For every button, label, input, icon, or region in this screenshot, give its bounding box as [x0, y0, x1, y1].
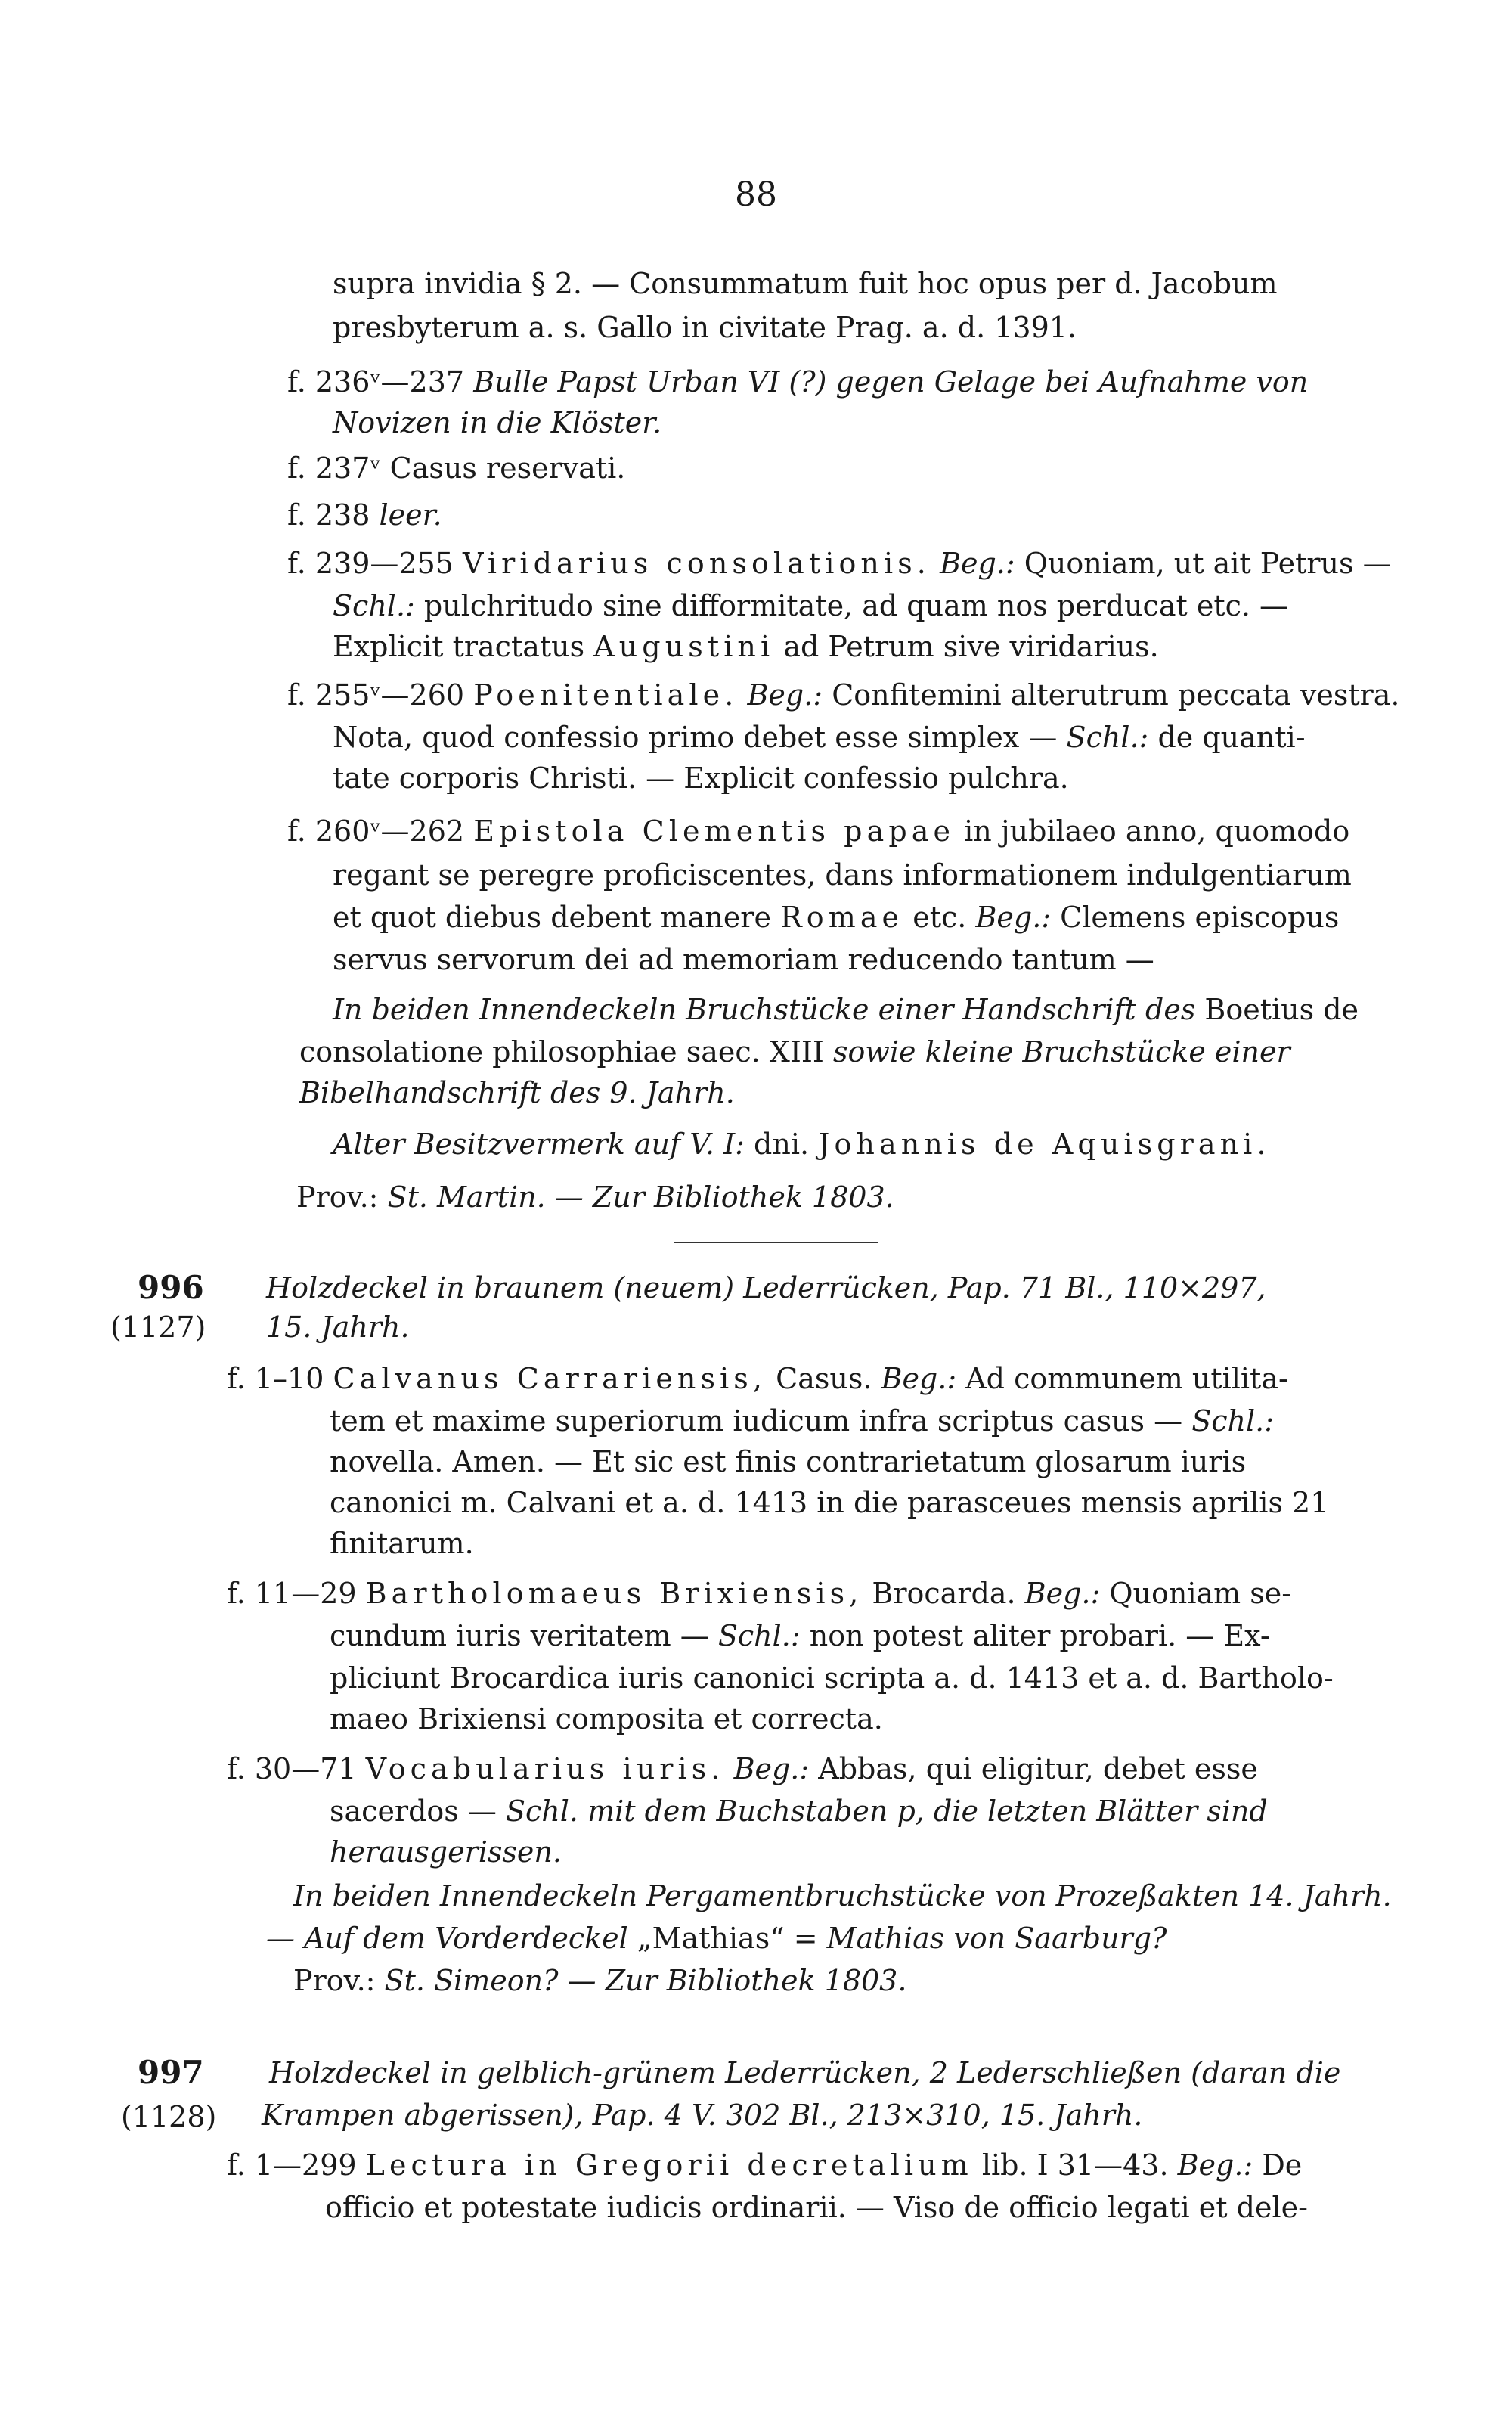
note-text: Bibelhandschrift des 9. Jahrh.	[299, 1076, 735, 1109]
work-title: Lectura in Gregorii decretalium	[365, 2148, 973, 2182]
text-line	[333, 266, 1383, 301]
note-text: In beiden Innendeckeln Pergamentbruchstücke von Prozeßakten 14. Jahrh.	[293, 1879, 1392, 1912]
text-line	[333, 900, 1383, 935]
line-text: presbyterum a. s. Gallo in civitate Prag. a. d. 1391.	[333, 311, 1077, 344]
schl-label: Schl.:	[1066, 721, 1149, 754]
folio-entry	[227, 1361, 1383, 1396]
text-line	[330, 1485, 1380, 1520]
text-line	[333, 761, 1383, 796]
folio-entry	[227, 1576, 1383, 1611]
note-line	[299, 1075, 1350, 1110]
text-line	[333, 405, 1383, 440]
schl-label: Schl.:	[1191, 1404, 1275, 1438]
folio-range: f. 1–10	[227, 1362, 324, 1395]
text-line	[333, 942, 1383, 977]
folio-entry	[227, 1751, 1383, 1786]
line-text: Holzdeckel in braunem (neuem) Lederrücken, Pap. 71 Bl., 110×297,	[266, 1271, 1266, 1304]
prov-label: Prov.:	[296, 1180, 379, 1214]
line-text: dni.	[754, 1128, 810, 1161]
line-text: lib. I 31—43.	[981, 2148, 1169, 2182]
text-line	[330, 1835, 1380, 1869]
text-line	[330, 1618, 1380, 1653]
line-text: tate corporis Christi. — Explicit confessio pulchra.	[333, 762, 1069, 795]
folio-entry	[287, 678, 1400, 712]
folio-entry	[287, 814, 1383, 848]
folio-range: f. 238	[287, 498, 370, 532]
note-text: Alter Besitzvermerk auf V. I:	[333, 1128, 745, 1161]
incipit: Confitemini alterutrum peccata vestra.	[832, 678, 1400, 712]
line-text: herausgerissen.	[330, 1835, 562, 1869]
line-text: in jubilaeo anno, quomodo	[964, 814, 1350, 848]
place-name: Romae	[780, 901, 904, 934]
line-text: pliciunt Brocardica iuris canonici scripta a. d. 1413 et a. d. Bartholo-	[330, 1661, 1334, 1695]
author-name: Bartholomaeus Brixiensis,	[365, 1577, 863, 1610]
beg-label: Beg.:	[1177, 2148, 1253, 2182]
line-text: consolatione philosophiae saec. XIII	[299, 1035, 824, 1069]
line-text: canonici m. Calvani et a. d. 1413 in die parasceues mensis aprilis 21	[330, 1486, 1329, 1519]
old-signature: (1128)	[121, 2100, 217, 2133]
section-divider	[674, 1242, 878, 1243]
folio-entry	[287, 451, 1383, 485]
line-text: tem et maxime superiorum iudicum infra scriptus casus —	[330, 1404, 1183, 1438]
line-text: Novizen in die Klöster.	[333, 406, 662, 439]
incipit: Quoniam se-	[1109, 1577, 1292, 1610]
manuscript-description	[266, 1270, 1385, 1305]
folio-entry	[287, 498, 1383, 532]
text-line	[330, 1702, 1380, 1736]
line-text: 15. Jahrh.	[266, 1311, 410, 1344]
entry-number: 997	[138, 2054, 204, 2091]
folio-range: f. 11—29	[227, 1577, 357, 1610]
beg-label: Beg.:	[733, 1752, 810, 1785]
incipit: Clemens episcopus	[1060, 901, 1340, 934]
provenance: St. Martin. — Zur Bibliothek 1803.	[387, 1180, 894, 1214]
schl-label: Schl.:	[333, 589, 415, 622]
work-title: Viridarius consolationis.	[463, 547, 931, 580]
line-text: Krampen abgerissen), Pap. 4 V. 302 Bl., 213×310, 15. Jahrh.	[262, 2099, 1143, 2132]
text-line	[333, 629, 1383, 664]
provenance: St. Simeon? — Zur Bibliothek 1803.	[384, 1964, 907, 1997]
work-title: Casus.	[776, 1362, 872, 1395]
incipit: Abbas, qui eligitur, debet esse	[818, 1752, 1258, 1785]
note-line	[333, 992, 1383, 1027]
text-line	[333, 310, 1383, 345]
prov-label: Prov.:	[293, 1964, 376, 1997]
line-text: „Mathias“ =	[637, 1922, 818, 1955]
folio-entry	[287, 546, 1392, 581]
line-text: et quot diebus debent manere	[333, 901, 771, 934]
line-text: servus servorum dei ad memoriam reducendo tantum —	[333, 943, 1154, 976]
note-line	[333, 1127, 1383, 1162]
entry-number: 996	[138, 1269, 204, 1306]
text-line	[333, 858, 1383, 892]
manuscript-description	[262, 2098, 1312, 2133]
author-name: Augustini	[593, 630, 775, 663]
folio-range: f. 239—255	[287, 547, 454, 580]
line-text: finitarum.	[330, 1527, 474, 1560]
incipit: Quoniam, ut ait Petrus —	[1024, 547, 1392, 580]
folio-entry	[287, 365, 1383, 399]
line-text: novella. Amen. — Et sic est finis contrarietatum glosarum iuris	[330, 1445, 1247, 1478]
work-title: Vocabularius iuris.	[365, 1752, 725, 1785]
incipit: De	[1262, 2148, 1303, 2182]
author-name: Calvanus Carrariensis,	[333, 1362, 767, 1395]
entry-note: leer.	[379, 498, 442, 532]
owner-name: Johannis de Aquisgrani.	[818, 1128, 1271, 1161]
schl-label: Schl.:	[717, 1619, 801, 1652]
note-text: — Auf dem Vorderdeckel	[266, 1922, 628, 1955]
folio-range: f. 255ᵛ—260	[287, 678, 465, 712]
line-text: Nota, quod confessio primo debet esse simplex —	[333, 721, 1058, 754]
line-text: officio et potestate iudicis ordinarii. — Viso de officio legati et dele-	[325, 2191, 1308, 2224]
line-text: regant se peregre proficiscentes, dans informationem indulgentiarum	[333, 858, 1352, 892]
text-line	[330, 1526, 1380, 1561]
folio-range: f. 236ᵛ—237	[287, 365, 465, 399]
text-line	[333, 588, 1383, 623]
line-text: sacerdos —	[330, 1795, 497, 1828]
beg-label: Beg.:	[1024, 1577, 1101, 1610]
beg-label: Beg.:	[940, 547, 1015, 580]
provenance-line	[296, 1180, 1347, 1214]
line-text: ad Petrum sive viridarius.	[783, 630, 1159, 663]
text-line	[330, 1404, 1380, 1438]
beg-label: Beg.:	[881, 1362, 957, 1395]
note-text: Mathias von Saarburg?	[826, 1922, 1167, 1955]
folio-range: f. 30—71	[227, 1752, 357, 1785]
work-title: Poenitentiale.	[473, 678, 739, 712]
schl-label: Schl. mit dem Buchstaben p, die letzten Blätter sind	[505, 1795, 1268, 1828]
note-text: sowie kleine Bruchstücke einer	[832, 1035, 1290, 1069]
explicit: pulchritudo sine difformitate, ad quam nos perducat etc. —	[423, 589, 1289, 622]
line-text: supra invidia § 2. — Consummatum fuit hoc opus per d. Jacobum	[333, 267, 1278, 300]
text-line	[330, 1794, 1380, 1829]
folio-range: f. 260ᵛ—262	[287, 814, 465, 848]
explicit: de quanti-	[1157, 721, 1306, 754]
note-line	[293, 1878, 1390, 1913]
text-line	[330, 1661, 1380, 1695]
manuscript-description	[266, 1310, 1317, 1345]
text-line	[325, 2190, 1376, 2225]
beg-label: Beg.:	[975, 901, 1052, 934]
text-line	[333, 720, 1383, 755]
line-text: cundum iuris veritatem —	[330, 1619, 709, 1652]
note-text: In beiden Innendeckeln Bruchstücke einer Handschrift des	[333, 993, 1196, 1026]
folio-range: f. 1—299	[227, 2148, 357, 2182]
text-line	[330, 1444, 1380, 1479]
work-title: Epistola Clementis papae	[473, 814, 956, 848]
line-text: f. 237ᵛ Casus reservati.	[287, 451, 626, 485]
beg-label: Beg.:	[747, 678, 823, 712]
provenance-line	[293, 1963, 1344, 1998]
line-text: maeo Brixiensi composita et correcta.	[330, 1702, 883, 1736]
line-text: Holzdeckel in gelblich-grünem Lederrücken, 2 Lederschließen (daran die	[269, 2056, 1341, 2089]
note-line	[299, 1035, 1403, 1069]
explicit: non potest aliter probari. — Ex-	[809, 1619, 1270, 1652]
entry-description: Bulle Papst Urban VI (?) gegen Gelage bei Aufnahme von	[473, 365, 1309, 399]
folio-entry	[227, 2148, 1383, 2182]
incipit: Ad communem utilita-	[965, 1362, 1288, 1395]
old-signature: (1127)	[110, 1311, 206, 1344]
manuscript-description	[269, 2055, 1388, 2090]
note-line	[266, 1921, 1385, 1956]
line-text: etc.	[912, 901, 967, 934]
page-number: 88	[735, 175, 777, 214]
line-text: Explicit tractatus	[333, 630, 585, 663]
work-title: Brocarda.	[872, 1577, 1016, 1610]
line-text: Boetius de	[1204, 993, 1359, 1026]
